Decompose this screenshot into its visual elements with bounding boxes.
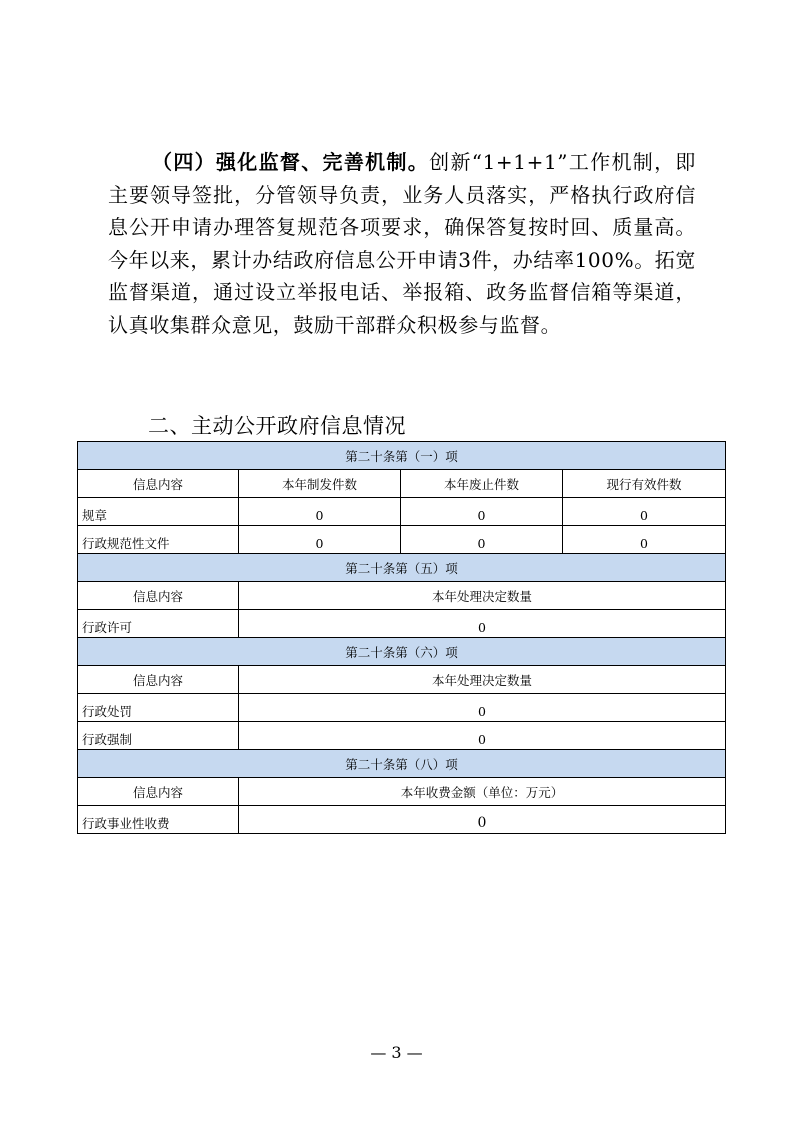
row-label: 行政处罚 (78, 694, 239, 722)
cell-value: 0 (239, 498, 401, 526)
table-row (78, 722, 726, 750)
row-label: 行政事业性收费 (78, 806, 239, 834)
header-row (78, 666, 726, 694)
column-header: 本年处理决定数量 (239, 666, 726, 694)
body-paragraph (108, 146, 696, 341)
disclosure-table (77, 441, 726, 834)
column-header: 信息内容 (78, 778, 239, 806)
section-row-article-20-1 (78, 442, 726, 470)
row-label: 行政规范性文件 (78, 526, 239, 554)
table-row (78, 694, 726, 722)
column-header: 现行有效件数 (563, 470, 726, 498)
section-title: 第二十条第（五）项 (78, 554, 726, 582)
column-header: 本年收费金额（单位：万元） (239, 778, 726, 806)
section-row-article-20-5 (78, 554, 726, 582)
section-title: 第二十条第（八）项 (78, 750, 726, 778)
cell-value: 0 (239, 610, 726, 638)
section-row-article-20-6 (78, 638, 726, 666)
column-header: 信息内容 (78, 582, 239, 610)
row-label: 规章 (78, 498, 239, 526)
section-heading: 二、主动公开政府信息情况 (148, 414, 406, 438)
header-row (78, 470, 726, 498)
cell-value: 0 (563, 526, 726, 554)
column-header: 信息内容 (78, 470, 239, 498)
column-header: 本年处理决定数量 (239, 582, 726, 610)
paragraph-lead: （四）强化监督、完善机制。 (152, 150, 430, 174)
section-title: 第二十条第（六）项 (78, 638, 726, 666)
header-row (78, 778, 726, 806)
row-label: 行政强制 (78, 722, 239, 750)
table-row (78, 610, 726, 638)
cell-value: 0 (563, 498, 726, 526)
cell-value: 0 (239, 722, 726, 750)
column-header: 本年制发件数 (239, 470, 401, 498)
header-row (78, 582, 726, 610)
table-row (78, 498, 726, 526)
column-header: 本年废止件数 (401, 470, 563, 498)
row-label: 行政许可 (78, 610, 239, 638)
cell-value: 0 (239, 526, 401, 554)
cell-value: 0 (401, 526, 563, 554)
cell-value: 0 (401, 498, 563, 526)
paragraph-body: 创新“1+1+1”工作机制，即主要领导签批，分管领导负责，业务人员落实，严格执行政府信息公开申请办理答复规范各项要求，确保答复按时回、质量高。今年以来，累计办结政府信息公开申请3件，办结率100%。拓宽监督渠道，通过设立举报电话、举报箱、政务监督信箱等渠道，认真收集群众意见，鼓励干部群众积极参与监督。 (108, 150, 696, 337)
column-header: 信息内容 (78, 666, 239, 694)
section-title: 第二十条第（一）项 (78, 442, 726, 470)
cell-value: 0 (239, 806, 726, 834)
table-row (78, 526, 726, 554)
table-row (78, 806, 726, 834)
section-row-article-20-8 (78, 750, 726, 778)
cell-value: 0 (239, 694, 726, 722)
page-number: — 3 — (370, 1043, 423, 1062)
